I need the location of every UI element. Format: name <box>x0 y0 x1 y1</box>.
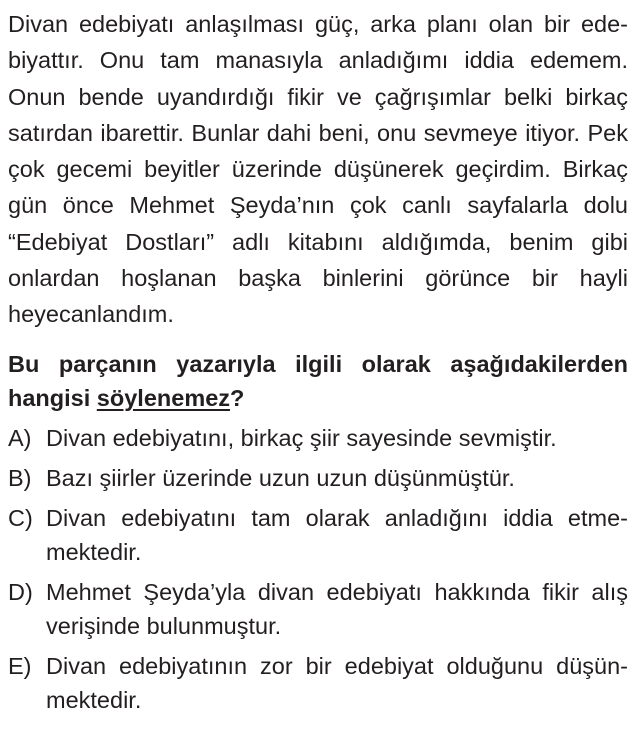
option-b[interactable] <box>8 461 628 495</box>
question-line: Bu parçanın yazarıyla ilgili olarak aşağıdakilerden <box>8 350 628 377</box>
option-letter: A) <box>8 424 32 451</box>
passage-line: Birkaç gün önce Mehmet Şeyda’nın çok canlı sayfalarla <box>8 156 628 219</box>
passage-line: Pek çok gecemi beyitler üzerinde düşünerek geçirdim. <box>8 119 628 183</box>
option-text-line: Divan edebiyatının zor bir edebiyat olduğunu düşün- <box>46 652 628 679</box>
passage-line: Divan edebiyatı anlaşılması güç, arka planı olan bir ede- <box>8 11 628 37</box>
option-text <box>46 421 628 455</box>
option-text-line: Divan edebiyatını tam olarak anladığını iddia etme- <box>46 504 628 531</box>
option-c[interactable] <box>8 501 628 569</box>
option-text <box>46 461 628 495</box>
passage-line: gibi onlardan hoşlanan başka binlerini görünce bir hayli <box>8 228 629 292</box>
option-text <box>46 649 628 717</box>
option-letter: D) <box>8 578 33 605</box>
option-text-line: mektedir. <box>46 686 142 713</box>
option-e[interactable] <box>8 649 628 717</box>
passage-line: satırdan ibarettir. Bunlar dahi beni, onu sevmeye itiyor. <box>8 119 581 146</box>
answer-options <box>8 421 628 717</box>
option-text-line: verişinde bulunmuştur. <box>46 612 282 639</box>
question-prefix: hangisi <box>8 384 97 411</box>
option-text-line: Divan edebiyatını, birkaç şiir sayesinde sevmiştir. <box>46 424 557 451</box>
question-negation: söylenemez <box>96 384 231 411</box>
option-a[interactable] <box>8 421 628 455</box>
option-text-line: Bazı şiirler üzerinde uzun uzun düşünmüştür. <box>46 464 515 491</box>
passage-line: heyecanlandım. <box>8 301 174 328</box>
passage-line: Onun bende uyandırdığı fikir ve çağrışımlar belki birkaç <box>8 83 628 110</box>
passage-line: biyattır. Onu tam manasıyla anladığımı iddia edemem. <box>8 47 628 74</box>
option-d[interactable] <box>8 575 628 643</box>
option-text <box>46 575 628 643</box>
reading-passage <box>8 6 628 333</box>
option-letter: E) <box>8 652 32 679</box>
option-text-line: mektedir. <box>46 538 142 565</box>
option-letter: B) <box>8 464 32 491</box>
question-stem <box>8 347 628 415</box>
option-text-line: Mehmet Şeyda’yla divan edebiyatı hakkında fikir alış <box>46 578 628 605</box>
option-letter: C) <box>8 504 33 531</box>
question-suffix: ? <box>230 384 245 411</box>
passage-line: dolu “Edebiyat Dostları” adlı kitabını aldığımda, benim <box>8 192 628 255</box>
option-text <box>46 501 628 569</box>
